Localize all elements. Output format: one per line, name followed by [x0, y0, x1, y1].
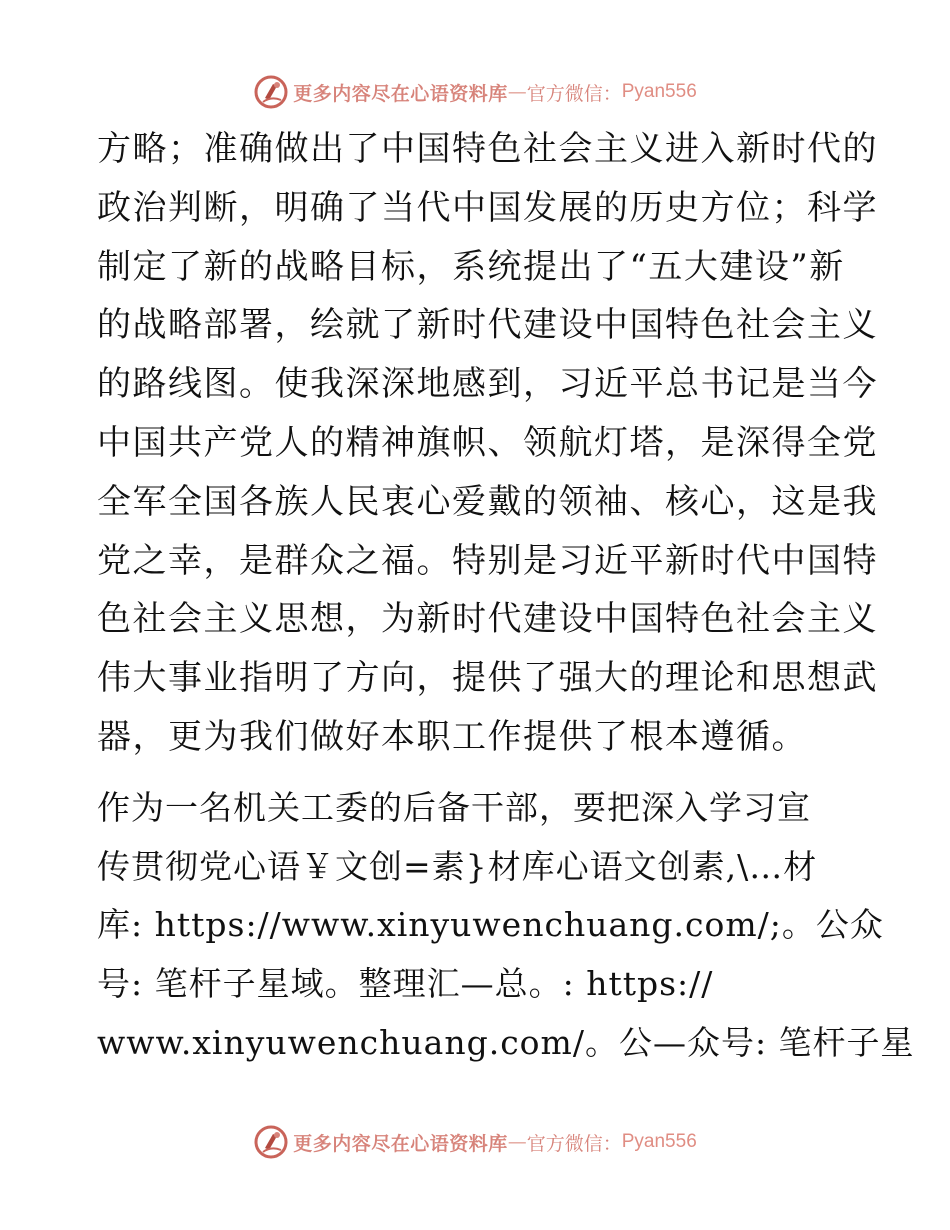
text-line: www.xinyuwenchuang.com/。公—众号: 笔杆子星	[97, 1022, 915, 1062]
text-line: 传贯彻党心语￥文创=素}材库心语文创素,\…材	[97, 846, 818, 886]
banner-wechat-label: 官方微信：	[526, 82, 622, 105]
header-banner	[0, 72, 950, 112]
text-line: 全军全国各族人民衷心爱戴的领袖、核心，这是我	[97, 481, 878, 522]
text-line: 作为一名机关工委的后备干部，要把深入学习宣	[97, 787, 811, 827]
paragraph-2	[97, 779, 915, 1073]
text-line: 制定了新的战略目标，系统提出了“五大建设”新	[97, 246, 845, 287]
text-line: 党之幸，是群众之福。特别是习近平新时代中国特	[97, 540, 878, 581]
banner-wechat-id: Pyan556	[621, 1131, 697, 1152]
text-line: 方略；准确做出了中国特色社会主义进入新时代的	[97, 129, 878, 169]
brand-logo-icon	[253, 74, 289, 110]
banner-site-text: 更多内容尽在心语资料库	[293, 82, 508, 105]
banner-dash: —	[507, 1131, 527, 1153]
text-line: 的路线图。使我深深地感到，习近平总书记是当今	[97, 364, 878, 405]
text-line: 政治判断，明确了当代中国发展的历史方位；科学	[97, 187, 878, 228]
text-line: 库: https://www.xinyuwenchuang.com/;。公众	[97, 905, 884, 945]
text-line: 中国共产党人的精神旗帜、领航灯塔，是深得全党	[97, 422, 878, 463]
text-line: 伟大事业指明了方向，提供了强大的理论和思想武	[97, 658, 878, 699]
document-body	[97, 120, 915, 1073]
text-line: 器，更为我们做好本职工作提供了根本遵循。	[97, 716, 807, 757]
paragraph-1	[97, 120, 878, 767]
banner-site-text: 更多内容尽在心语资料库	[293, 1132, 508, 1155]
banner-wechat-id: Pyan556	[621, 81, 697, 102]
text-line: 的战略部署，绘就了新时代建设中国特色社会主义	[97, 305, 878, 346]
banner-wechat-label: 官方微信：	[526, 1132, 622, 1155]
text-line: 色社会主义思想，为新时代建设中国特色社会主义	[97, 599, 878, 640]
text-line: 号: 笔杆子星域。整理汇—总。: https://	[97, 964, 714, 1004]
brand-logo-icon	[253, 1124, 289, 1160]
banner-dash: —	[507, 81, 527, 103]
footer-banner	[0, 1122, 950, 1162]
